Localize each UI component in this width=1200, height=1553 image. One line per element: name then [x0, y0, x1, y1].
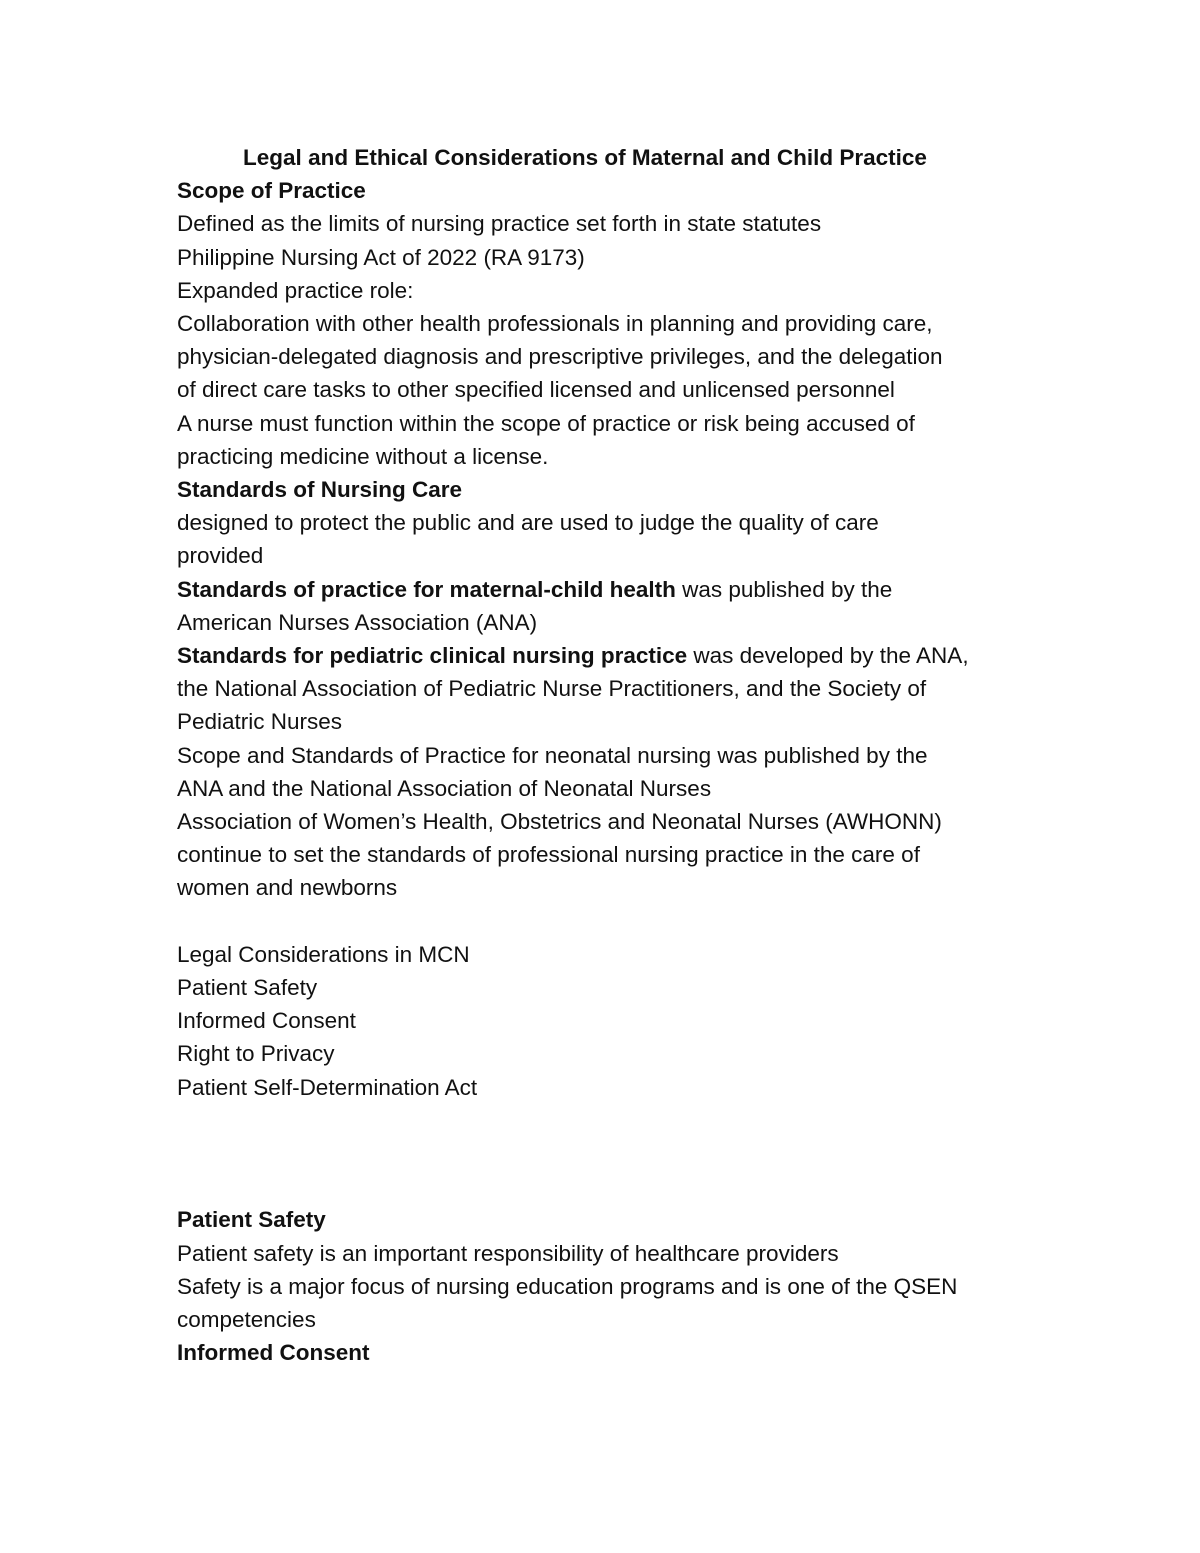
scope-line: A nurse must function within the scope of practice or risk being accused of: [177, 410, 915, 436]
safety-line: Safety is a major focus of nursing education programs and is one of the QSEN: [177, 1273, 958, 1299]
scope-line: Defined as the limits of nursing practice set forth in state statutes: [177, 211, 822, 237]
blank-line: [177, 905, 1057, 938]
safety-line: competencies: [177, 1307, 316, 1333]
standards-line: American Nurses Association (ANA): [177, 609, 538, 635]
scope-line: Expanded practice role:: [177, 277, 414, 303]
document-title: Legal and Ethical Considerations of Maternal and Child Practice: [243, 145, 927, 170]
document-body: [177, 141, 1057, 1369]
standards-line: continue to set the standards of professional nursing practice in the care of: [177, 842, 920, 868]
standards-line: Pediatric Nurses: [177, 709, 343, 735]
standards-line: Association of Women’s Health, Obstetrics and Neonatal Nurses (AWHONN): [177, 809, 942, 835]
scope-line: Philippine Nursing Act of 2022 (RA 9173): [177, 244, 585, 270]
scope-line: Collaboration with other health professionals in planning and providing care,: [177, 311, 933, 337]
mch-standards-line: [177, 573, 1057, 606]
pediatric-standards-line: [177, 639, 1057, 672]
legal-list-item: Patient Safety: [177, 975, 318, 1001]
mch-standards-text: was published by the: [675, 576, 893, 602]
blank-lines: [177, 1104, 1057, 1204]
standards-line: designed to protect the public and are used to judge the quality of care: [177, 510, 879, 536]
informed-consent-heading: Informed Consent: [177, 1340, 370, 1366]
standards-heading: Standards of Nursing Care: [177, 477, 463, 503]
pediatric-standards-term: Standards for pediatric clinical nursing practice: [177, 643, 688, 669]
pediatric-standards-text: was developed by the ANA,: [687, 643, 969, 669]
legal-list-item: Informed Consent: [177, 1008, 356, 1034]
safety-line: Patient safety is an important responsibility of healthcare providers: [177, 1240, 839, 1266]
scope-line: of direct care tasks to other specified licensed and unlicensed personnel: [177, 377, 895, 403]
scope-heading: Scope of Practice: [177, 178, 366, 204]
patient-safety-heading: Patient Safety: [177, 1207, 326, 1233]
scope-line: physician-delegated diagnosis and prescriptive privileges, and the delegation: [177, 344, 943, 370]
standards-line: provided: [177, 543, 264, 569]
legal-list-item: Legal Considerations in MCN: [177, 941, 470, 967]
scope-line: practicing medicine without a license.: [177, 443, 549, 469]
mch-standards-term: Standards of practice for maternal-child health: [177, 576, 676, 602]
legal-list-item: Right to Privacy: [177, 1041, 335, 1067]
standards-line: women and newborns: [177, 875, 398, 901]
legal-list-item: Patient Self-Determination Act: [177, 1074, 478, 1100]
standards-line: Scope and Standards of Practice for neonatal nursing was published by the: [177, 742, 928, 768]
standards-line: ANA and the National Association of Neonatal Nurses: [177, 775, 712, 801]
standards-line: the National Association of Pediatric Nurse Practitioners, and the Society of: [177, 676, 927, 702]
